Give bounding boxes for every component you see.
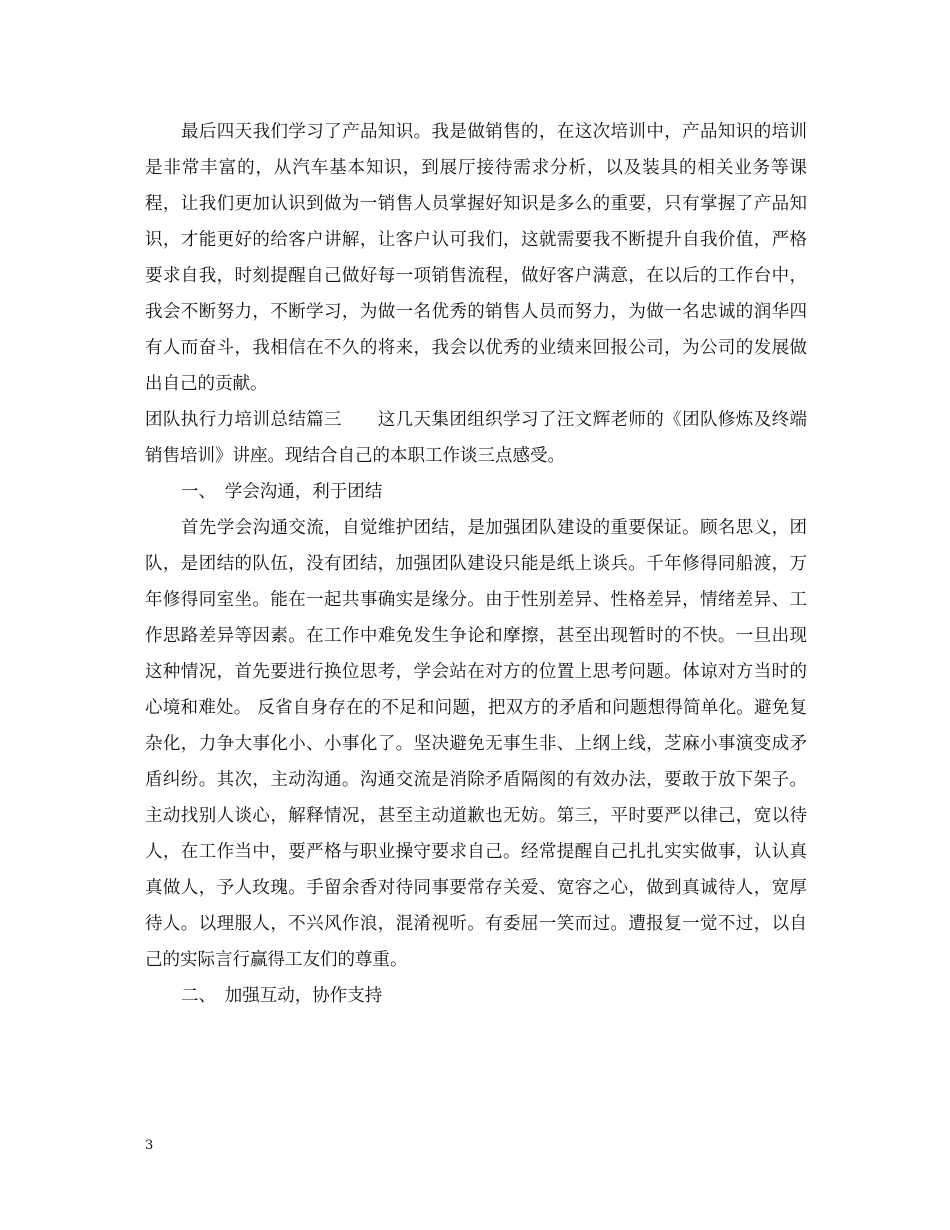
- document-body: [145, 114, 807, 1014]
- heading-communication: 一、 学会沟通，利于团结: [181, 482, 383, 502]
- paragraph-section-three-intro: 团队执行力培训总结篇三 这几天集团组织学习了汪文辉老师的《团队修炼及终端销售培训》讲座。现结合自己的本职工作谈三点感受。: [145, 410, 807, 466]
- paragraph-communication: 首先学会沟通交流，自觉维护团结，是加强团队建设的重要保证。顾名思义，团队，是团结的队伍，没有团结，加强团队建设只能是纸上谈兵。千年修得同船渡，万年修得同室坐。能在一起共事确实是缘分。由于性别差异、性格差异，情绪差异、工作思路差异等因素。在工作中难免发生争论和摩擦，甚至出现暂时的不快。一旦出现这种情况，首先要进行换位思考，学会站在对方的位置上思考问题。体谅对方当时的心境和难处。 反省自身存在的不足和问题，把双方的矛盾和问题想得简单化。避免复杂化，力争大事化小、小事化了。坚决避免无事生非、上纲上线，芝麻小事演变成矛盾纠纷。其次，主动沟通。沟通交流是消除矛盾隔阂的有效办法，要敢于放下架子。主动找别人谈心，解释情况，甚至主动道歉也无妨。第三，平时要严以律己，宽以待人，在工作当中，要严格与职业操守要求自己。经常提醒自己扎扎实实做事，认认真真做人，予人玫瑰。手留余香对待同事要常存关爱、宽容之心，做到真诚待人，宽厚待人。以理服人，不兴风作浪，混淆视听。有委屈一笑而过。遭报复一觉不过，以自己的实际言行赢得工友们的尊重。: [145, 518, 807, 970]
- heading-interaction: 二、 加强互动，协作支持: [181, 986, 383, 1006]
- paragraph-product-knowledge: 最后四天我们学习了产品知识。我是做销售的，在这次培训中，产品知识的培训是非常丰富的，从汽车基本知识，到展厅接待需求分析，以及装具的相关业务等课程，让我们更加认识到做为一销售人员掌握好知识是多么的重要，只有掌握了产品知识，才能更好的给客户讲解，让客户认可我们，这就需要我不断提升自我价值，严格要求自我，时刻提醒自己做好每一项销售流程，做好客户满意，在以后的工作台中，我会不断努力，不断学习，为做一名优秀的销售人员而努力，为做一名忠诚的润华四有人而奋斗，我相信在不久的将来，我会以优秀的业绩来回报公司，为公司的发展做出自己的贡献。: [145, 122, 807, 394]
- page-number: 3: [145, 1138, 154, 1153]
